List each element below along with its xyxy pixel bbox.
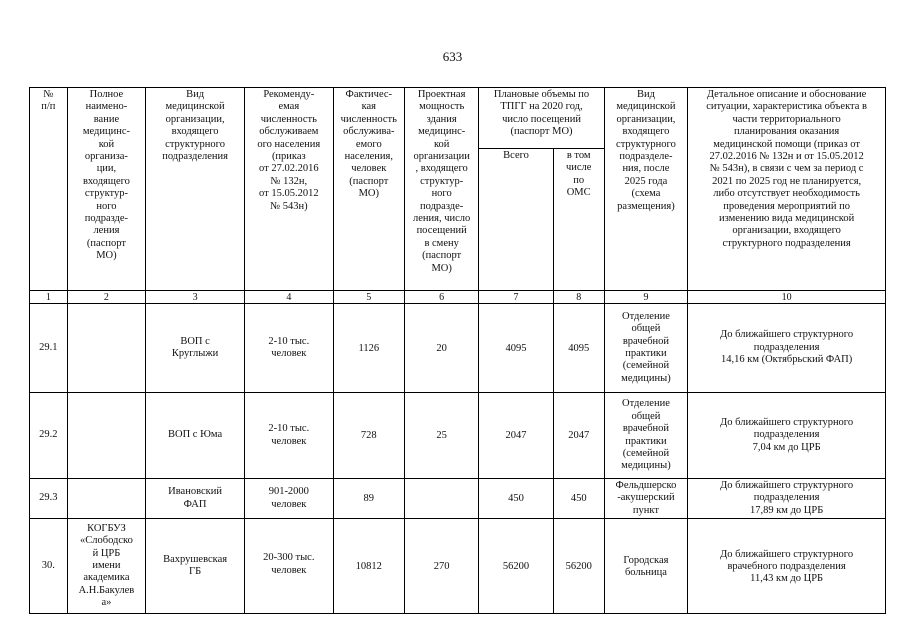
cell-actual: 728	[333, 393, 404, 479]
cell-oms: 450	[553, 479, 604, 519]
header-cell-planned-volumes: Плановые объемы по ТПГГ на 2020 год, число посещений (паспорт МО)	[479, 88, 604, 149]
header-cell-number: № п/п	[30, 88, 68, 291]
header-cell-design-capacity: Проектная мощность здания медицинс- кой организации , входящего структур- ного подразде- ления, число посещений в смену (паспорт МО)	[404, 88, 478, 291]
cell-org-type: ВОП с Юма	[146, 393, 245, 479]
cell-type-after: Фельдшерско -акушерский пункт	[604, 479, 688, 519]
cell-detail: До ближайшего структурного подразделения 7,04 км до ЦРБ	[688, 393, 886, 479]
header-cell-org-type: Вид медицинской организации, входящего структурного подразделения	[146, 88, 245, 291]
column-number: 9	[604, 291, 688, 304]
cell-actual: 1126	[333, 304, 404, 393]
cell-detail: До ближайшего структурного подразделения 14,16 км (Октябрьский ФАП)	[688, 304, 886, 393]
cell-org-name	[67, 304, 145, 393]
header-cell-recommended-population: Рекоменду- емая численность обслуживаем ого населения (приказ от 27.02.2016 № 132н, от 15.05.2012 № 543н)	[245, 88, 334, 291]
cell-recommended: 2-10 тыс. человек	[245, 304, 334, 393]
column-number: 8	[553, 291, 604, 304]
cell-detail: До ближайшего структурного врачебного подразделения 11,43 км до ЦРБ	[688, 519, 886, 614]
cell-org-name: КОГБУЗ «Слободско й ЦРБ имени академика А.Н.Бакулев а»	[67, 519, 145, 614]
cell-type-after: Отделение общей врачебной практики (семейной медицины)	[604, 304, 688, 393]
cell-capacity	[404, 479, 478, 519]
cell-org-type: Ивановский ФАП	[146, 479, 245, 519]
header-cell-actual-population: Фактичес- кая численность обслужива- емого населения, человек (паспорт МО)	[333, 88, 404, 291]
column-number: 10	[688, 291, 886, 304]
cell-total: 2047	[479, 393, 553, 479]
table-row	[30, 393, 886, 479]
cell-org-name	[67, 393, 145, 479]
cell-total: 56200	[479, 519, 553, 614]
cell-type-after: Отделение общей врачебной практики (семейной медицины)	[604, 393, 688, 479]
cell-number: 29.3	[30, 479, 68, 519]
column-number: 5	[333, 291, 404, 304]
cell-actual: 10812	[333, 519, 404, 614]
header-cell-detailed-description: Детальное описание и обоснование ситуации, характеристика объекта в части территориального планирования оказания медицинской помощи (приказ от 27.02.2016 № 132н и от 15.05.2012 № 543н), в связи с чем за период с 2021 по 2025 год не планируется, либо отсутствует необходимость проведения мероприятий по изменению вида медицинской организации, входящего структурного подразделения	[688, 88, 886, 291]
cell-oms: 4095	[553, 304, 604, 393]
cell-org-name	[67, 479, 145, 519]
column-number: 4	[245, 291, 334, 304]
header-cell-including-oms: в том числе по ОМС	[553, 149, 604, 291]
header-cell-org-name: Полное наимено- вание медицинс- кой организа- ции, входящего структур- ного подразде- ления (паспорт МО)	[67, 88, 145, 291]
cell-oms: 56200	[553, 519, 604, 614]
cell-recommended: 2-10 тыс. человек	[245, 393, 334, 479]
table-row	[30, 304, 886, 393]
cell-actual: 89	[333, 479, 404, 519]
column-numbers-row	[30, 291, 886, 304]
header-cell-type-after-2025: Вид медицинской организации, входящего структурного подразделе- ния, после 2025 года (схема размещения)	[604, 88, 688, 291]
header-row	[30, 88, 886, 149]
column-number: 2	[67, 291, 145, 304]
cell-number: 29.1	[30, 304, 68, 393]
cell-capacity: 270	[404, 519, 478, 614]
table-row	[30, 519, 886, 614]
column-number: 1	[30, 291, 68, 304]
page-number: 633	[442, 49, 463, 64]
cell-oms: 2047	[553, 393, 604, 479]
column-number: 6	[404, 291, 478, 304]
cell-number: 29.2	[30, 393, 68, 479]
cell-recommended: 901-2000 человек	[245, 479, 334, 519]
table-row	[30, 479, 886, 519]
cell-total: 4095	[479, 304, 553, 393]
cell-number: 30.	[30, 519, 68, 614]
cell-org-type: ВОП с Круглыжи	[146, 304, 245, 393]
cell-total: 450	[479, 479, 553, 519]
cell-recommended: 20-300 тыс. человек	[245, 519, 334, 614]
column-number: 3	[146, 291, 245, 304]
cell-org-type: Вахрушевская ГБ	[146, 519, 245, 614]
data-table	[29, 87, 886, 614]
cell-type-after: Городская больница	[604, 519, 688, 614]
cell-detail: До ближайшего структурного подразделения 17,89 км до ЦРБ	[688, 479, 886, 519]
cell-capacity: 20	[404, 304, 478, 393]
header-cell-total: Всего	[479, 149, 553, 291]
column-number: 7	[479, 291, 553, 304]
cell-capacity: 25	[404, 393, 478, 479]
